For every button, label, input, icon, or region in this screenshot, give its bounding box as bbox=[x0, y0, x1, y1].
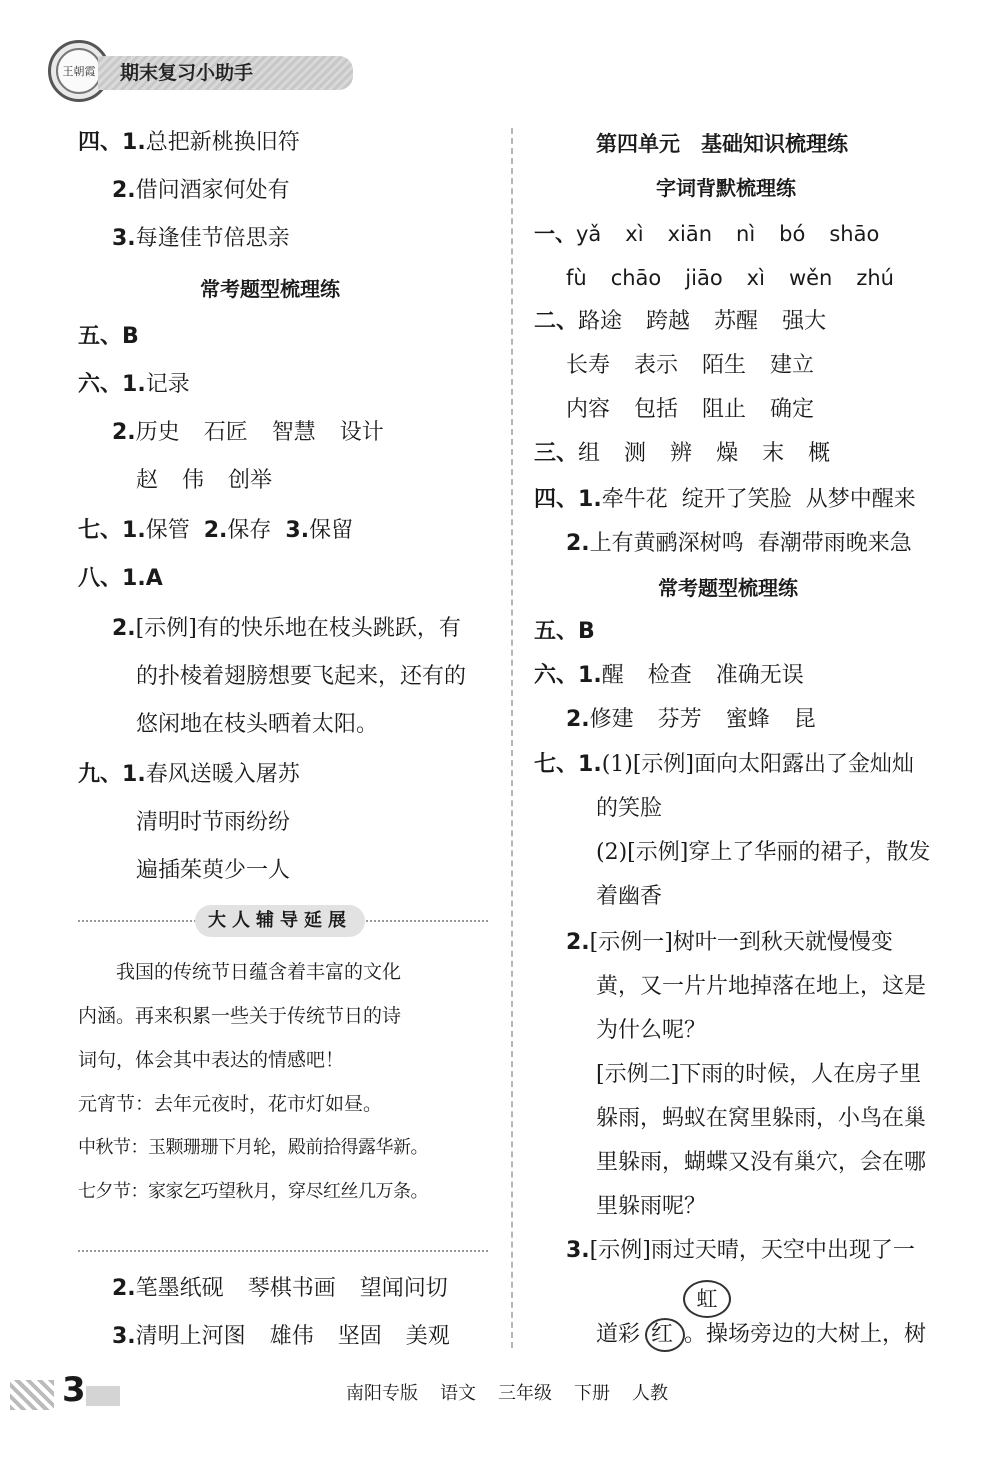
left-q4-item3: 3.每逢佳节倍思亲 bbox=[112, 226, 290, 251]
header-banner: 期末复习小助手 bbox=[98, 56, 353, 90]
footer-edition: 南阳专版 bbox=[346, 1383, 418, 1404]
left-q4-item2: 2.借问酒家何处有 bbox=[112, 178, 290, 203]
right-q7-item2-line1: 2.[示例一]树叶一到秋天就慢慢变 bbox=[566, 930, 893, 955]
right-q4-item1: 四、1.牵牛花 绽开了笑脸 从梦中醒来 bbox=[534, 487, 916, 512]
right-q7-item3-line1: 3.[示例]雨过天晴，天空中出现了一 bbox=[566, 1238, 915, 1263]
right-q7-item1-line1: 七、1.(1)[示例]面向太阳露出了金灿灿 bbox=[534, 752, 915, 777]
page-number: 3 bbox=[62, 1370, 86, 1410]
page-tag bbox=[86, 1386, 120, 1406]
right-q5: 五、B bbox=[534, 619, 595, 644]
footer-publisher: 人教 bbox=[632, 1383, 668, 1404]
column-divider bbox=[511, 128, 513, 1348]
vocab-subtitle: 字词背默梳理练 bbox=[656, 176, 796, 200]
left-q9-line3: 遍插茱萸少一人 bbox=[136, 858, 291, 883]
left-tail-item2: 2.笔墨纸砚 琴棋书画 望闻问切 bbox=[112, 1276, 448, 1301]
footer-grade: 三年级 bbox=[498, 1383, 552, 1404]
footer-info bbox=[346, 1380, 690, 1408]
correction-bubble: 虹 bbox=[683, 1280, 731, 1318]
left-q8-item2-line3: 悠闲地在枝头晒着太阳。 bbox=[136, 712, 379, 737]
right-q7-item3-line2: 道彩 红 。操场旁边的大树上，树 bbox=[596, 1322, 927, 1347]
extension-line-4: 元宵节：去年元夜时，花市灯如昼。 bbox=[78, 1093, 383, 1115]
left-q5: 五、B bbox=[78, 324, 139, 349]
right-q3: 三、组 测 辨 燥 末 概 bbox=[534, 441, 831, 466]
unit-title: 第四单元 基础知识梳理练 bbox=[596, 132, 848, 156]
left-q7: 七、1.保管 2.保存 3.保留 bbox=[78, 518, 354, 543]
logo-text: 王朝霞 bbox=[56, 48, 102, 94]
right-q1-row1: 一、yǎ xì xiān nì bó shāo bbox=[534, 222, 880, 246]
right-q7-item2-line6: 里躲雨，蝴蝶又没有巢穴，会在哪 bbox=[596, 1150, 927, 1175]
right-section-title: 常考题型梳理练 bbox=[658, 576, 798, 600]
extension-title: 大人辅导延展 bbox=[195, 905, 365, 937]
right-q7-item2-line5: 躲雨，蚂蚁在窝里躲雨，小鸟在巢 bbox=[596, 1106, 927, 1131]
right-q2-row3: 内容 包括 阻止 确定 bbox=[566, 397, 815, 422]
footer-subject: 语文 bbox=[440, 1383, 476, 1404]
extension-line-5: 中秋节：玉颗珊珊下月轮，殿前拾得露华新。 bbox=[78, 1137, 428, 1158]
left-q8-item2-line1: 2.[示例]有的快乐地在枝头跳跃，有 bbox=[112, 616, 461, 641]
extension-line-1: 我国的传统节日蕴含着丰富的文化 bbox=[116, 961, 402, 983]
right-q7-item2-line3: 为什么呢？ bbox=[596, 1018, 707, 1043]
footer-pattern bbox=[10, 1380, 54, 1410]
left-q8-item2-line2: 的扑棱着翅膀想要飞起来，还有的 bbox=[136, 664, 467, 689]
right-q7-item1-line3: (2)[示例]穿上了华丽的裙子，散发 bbox=[596, 840, 931, 865]
right-q7-item2-line4: [示例二]下雨的时候，人在房子里 bbox=[596, 1062, 922, 1087]
left-q8-item1: 八、1.A bbox=[78, 566, 163, 591]
right-q1-row2: fù chāo jiāo xì wěn zhú bbox=[566, 266, 894, 290]
left-q9-line2: 清明时节雨纷纷 bbox=[136, 810, 291, 835]
right-q4-item2: 2.上有黄鹂深树鸣 春潮带雨晚来急 bbox=[566, 531, 912, 556]
left-q4-item1: 四、1.总把新桃换旧符 bbox=[78, 130, 300, 155]
left-q6-item2-row1: 2.历史 石匠 智慧 设计 bbox=[112, 420, 384, 445]
right-q7-item1-line2: 的笑脸 bbox=[596, 796, 663, 821]
extension-bottom-border bbox=[78, 1250, 488, 1252]
right-q6-item2: 2.修建 芬芳 蜜蜂 昆 bbox=[566, 707, 816, 732]
left-section-title: 常考题型梳理练 bbox=[200, 277, 340, 301]
left-q6-item1: 六、1.记录 bbox=[78, 372, 190, 397]
footer-volume: 下册 bbox=[574, 1383, 610, 1404]
right-q2-row2: 长寿 表示 陌生 建立 bbox=[566, 353, 815, 378]
right-q7-item2-line2: 黄，又一片片地掉落在地上，这是 bbox=[596, 974, 927, 999]
right-q2-row1: 二、路途 跨越 苏醒 强大 bbox=[534, 309, 827, 334]
right-q6-item1: 六、1.醒 检查 准确无误 bbox=[534, 663, 804, 688]
left-q9-line1: 九、1.春风送暖入屠苏 bbox=[78, 762, 300, 787]
left-tail-item3: 3.清明上河图 雄伟 坚固 美观 bbox=[112, 1324, 450, 1349]
left-q6-item2-row2: 赵 伟 创举 bbox=[136, 468, 273, 493]
right-q7-item2-line7: 里躲雨呢？ bbox=[596, 1194, 707, 1219]
right-q7-item1-line4: 着幽香 bbox=[596, 884, 663, 909]
extension-line-3: 词句，体会其中表达的情感吧！ bbox=[78, 1049, 345, 1071]
extension-line-6: 七夕节：家家乞巧望秋月，穿尽红丝几万条。 bbox=[78, 1181, 428, 1202]
header-badge bbox=[48, 40, 308, 102]
extension-line-2: 内涵。再来积累一些关于传统节日的诗 bbox=[78, 1005, 402, 1027]
